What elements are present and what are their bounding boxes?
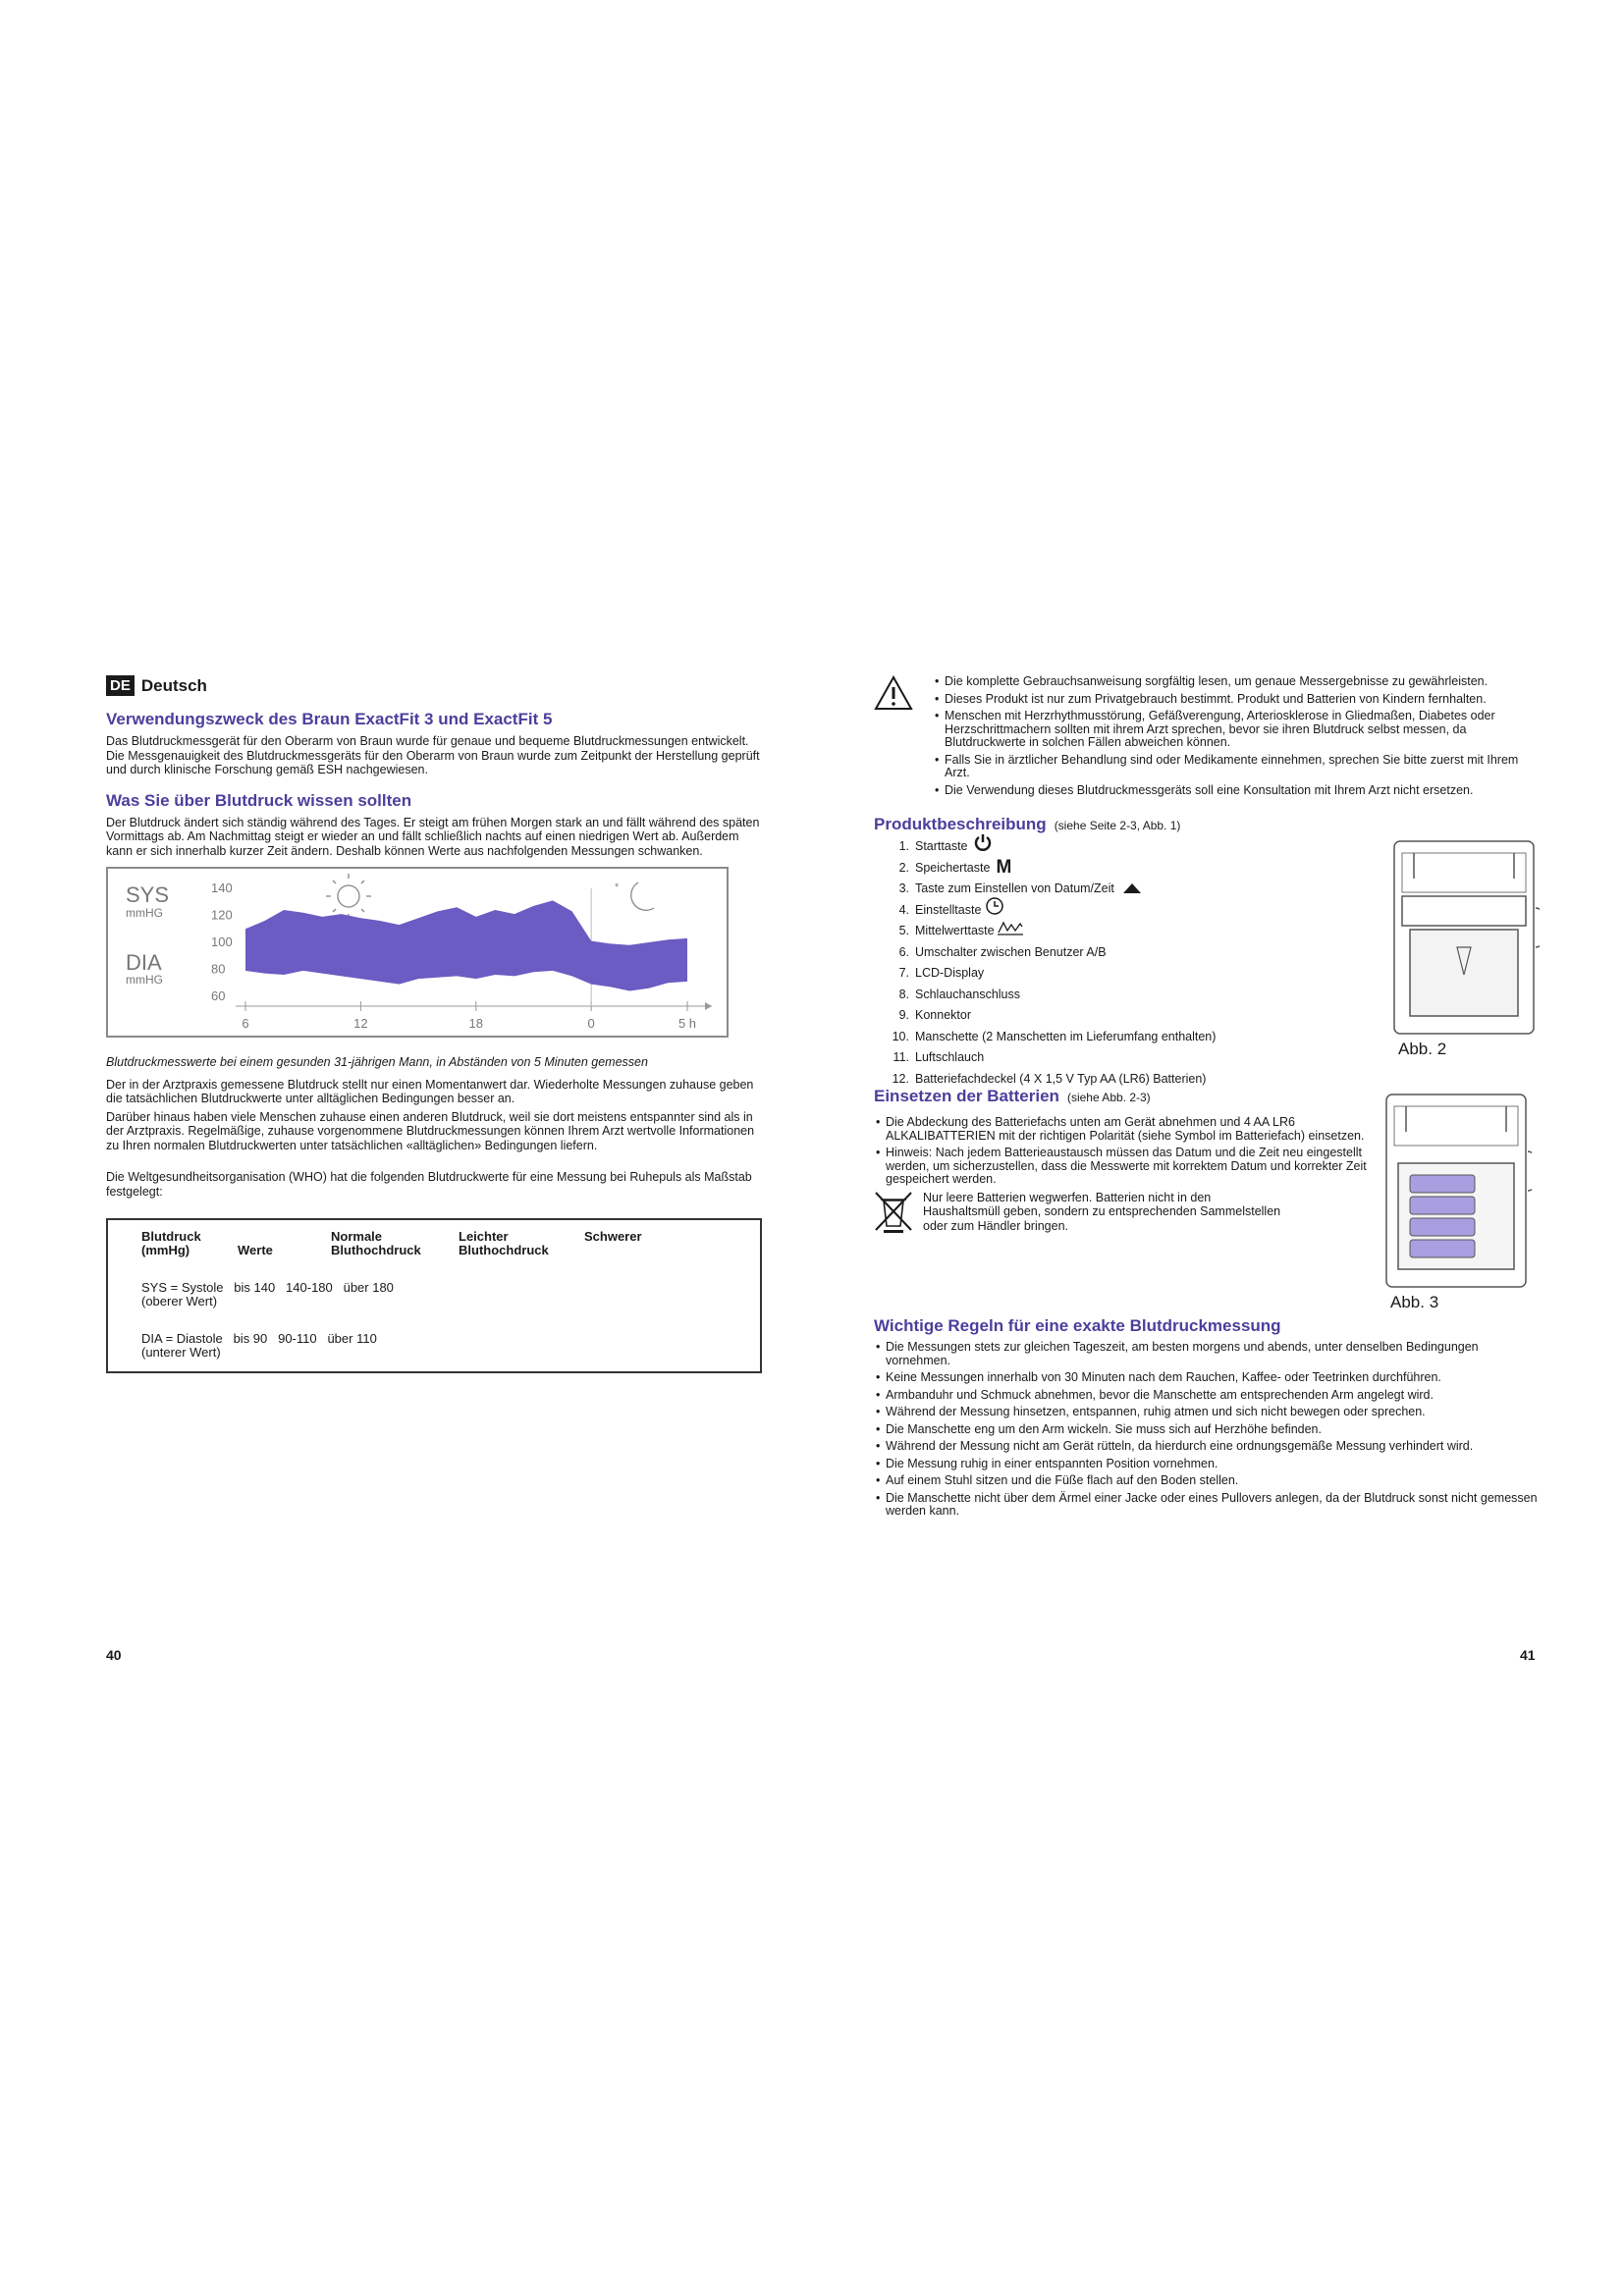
- part-item: [882, 1008, 1392, 1022]
- chart-caption: Blutdruckmesswerte bei einem gesunden 31-jährigen Mann, in Abständen von 5 Minuten gemessen: [106, 1055, 648, 1069]
- chart-svg: [108, 869, 727, 1036]
- part-item: [882, 1050, 1392, 1064]
- figure-2: [1392, 839, 1540, 1093]
- battery-text: [874, 1087, 1375, 1312]
- y-tick-label: 120: [211, 907, 233, 923]
- part-item: [882, 881, 1392, 895]
- fig3-label: Abb. 3: [1390, 1293, 1439, 1311]
- part-item: [882, 856, 1392, 878]
- part-label: LCD-Display: [915, 966, 985, 980]
- triangle-up-icon: [1122, 882, 1142, 894]
- who-table: [106, 1218, 762, 1373]
- who-header-line: Leichter: [459, 1229, 509, 1244]
- part-label: Schlauchanschluss: [915, 987, 1021, 1001]
- heading-about-blood-pressure: Was Sie über Blutdruck wissen sollten: [106, 790, 412, 810]
- x-tick-label: 0: [587, 1016, 595, 1031]
- battery-compartment-illustration: [1384, 1093, 1532, 1289]
- part-number: 11.: [893, 1050, 909, 1064]
- y-tick-label: 100: [211, 934, 233, 949]
- who-header-line: (mmHg): [141, 1243, 190, 1257]
- part-label: Batteriefachdeckel (4 X 1,5 V Typ AA (LR6) Batterien): [915, 1071, 1207, 1086]
- part-label: Luftschlauch: [915, 1050, 985, 1064]
- who-dia-values: DIA = Diastole bis 90 90-110 über 110: [141, 1331, 377, 1346]
- who-row-dia: [108, 1332, 760, 1360]
- who-header-line: Schwerer: [584, 1229, 642, 1244]
- heading-product-text: Produktbeschreibung: [874, 815, 1047, 833]
- part-label: Umschalter zwischen Benutzer A/B: [915, 944, 1107, 959]
- figure-3: [1384, 1093, 1532, 1312]
- rule-item: • Die Manschette nicht über dem Ärmel einer Jacke oder eines Pullovers anlegen, da der Blutdruck sonst nicht gemessen werden kann.: [874, 1492, 1542, 1519]
- part-label: Starttaste: [915, 839, 968, 853]
- part-number: 7.: [898, 966, 909, 980]
- sys-label: SYS: [126, 882, 170, 907]
- weee-bin-icon: [874, 1191, 913, 1234]
- part-label: Speichertaste: [915, 860, 991, 875]
- battery-item: • Die Abdeckung des Batteriefachs unten am Gerät abnehmen und 4 AA LR6 ALKALIBATTERIEN mit der richtigen Polarität (siehe Symbol im Batteriefach) einsetzen.: [874, 1116, 1375, 1143]
- rule-item: • Keine Messungen innerhalb von 30 Minuten nach dem Rauchen, Kaffee- oder Teetrinken durchführen.: [874, 1371, 1542, 1385]
- rule-item: • Während der Messung hinsetzen, entspannen, ruhig atmen und sich nicht bewegen oder sprechen.: [874, 1406, 1542, 1419]
- rule-item: • Die Messungen stets zur gleichen Tageszeit, am besten morgens und abends, unter denselben Bedingungen vornehmen.: [874, 1341, 1542, 1367]
- svg-text:*: *: [615, 881, 620, 893]
- who-dia-sub: (unterer Wert): [141, 1345, 221, 1360]
- y-tick-label: 80: [211, 961, 226, 977]
- warning-item: • Die Verwendung dieses Blutdruckmessgeräts soll eine Konsultation mit Ihrem Arzt nicht ersetzen.: [933, 784, 1542, 798]
- y-tick-label: 60: [211, 988, 226, 1003]
- who-header-normal: [331, 1230, 459, 1257]
- part-label: Manschette (2 Manschetten im Lieferumfang enthalten): [915, 1029, 1217, 1043]
- part-item: [882, 945, 1392, 959]
- sun-icon: [326, 874, 371, 919]
- chart-plot-area: [245, 900, 687, 990]
- page-number-left: 40: [106, 1647, 122, 1663]
- part-number: 10.: [892, 1029, 909, 1043]
- part-item: [882, 1030, 1392, 1043]
- product-section: [874, 839, 1542, 1093]
- part-label: Einstelltaste: [915, 902, 982, 917]
- part-item: [882, 924, 1392, 937]
- part-item: [882, 839, 1392, 853]
- part-number: 5.: [898, 924, 909, 937]
- part-label: Taste zum Einstellen von Datum/Zeit: [915, 881, 1114, 895]
- who-header-line: Bluthochdruck: [459, 1243, 549, 1257]
- x-tick-label: 6: [242, 1016, 249, 1031]
- part-number: 6.: [898, 944, 909, 959]
- battery-section: [874, 1087, 1542, 1312]
- who-header-line: Normale: [331, 1229, 383, 1244]
- rule-item: • Die Manschette eng um den Arm wickeln. Sie muss sich auf Herzhöhe befinden.: [874, 1423, 1542, 1437]
- clock-icon: [985, 896, 1004, 916]
- who-row-sys: [108, 1281, 760, 1308]
- dia-unit-label: mmHG: [126, 973, 163, 987]
- who-header-mild: [459, 1230, 584, 1257]
- left-page: [106, 675, 762, 1373]
- page-number-right: 41: [1520, 1647, 1536, 1663]
- paragraph-intended-use: Das Blutdruckmessgerät für den Oberarm von Braun wurde für genaue und bequeme Blutdruckmessungen entwickelt. Die Messgenauigkeit des Blutdruckmessgeräts für den Oberarm von Braun wurde zum Zeitpunkt der Herstellung geprüft und durch klinische Forschung gemäß ESH nachgewiesen.: [106, 734, 760, 776]
- paragraph-doctor-measure: Der in der Arztpraxis gemessene Blutdruck stellt nur einen Momentanwert dar. Wiederholte Messungen zuhause geben die tatsächlichen Blutdruckwerte unter alltäglichen Bedingungen besser an.: [106, 1077, 754, 1105]
- warning-item: • Dieses Produkt ist nur zum Privatgebrauch bestimmt. Produkt und Batterien von Kindern fernhalten.: [933, 693, 1542, 707]
- who-sys-sub: (oberer Wert): [141, 1294, 218, 1308]
- part-item: [882, 988, 1392, 1001]
- heading-batteries-sub: (siehe Abb. 2-3): [1066, 1091, 1151, 1104]
- rule-item: • Während der Messung nicht am Gerät rütteln, da hierdurch eine ordnungsgemäße Messung verhindert wird.: [874, 1440, 1542, 1454]
- disposal-note: [874, 1191, 1375, 1238]
- part-item: [882, 966, 1392, 980]
- language-name: Deutsch: [140, 675, 207, 695]
- heading-product-description: [874, 815, 1542, 834]
- y-tick-label: 140: [211, 881, 233, 895]
- parts-list: [882, 839, 1392, 1093]
- device-bottom-illustration: [1392, 839, 1540, 1036]
- who-header-line: Bluthochdruck: [331, 1243, 421, 1257]
- language-tag: DE: [106, 675, 135, 696]
- part-item: [882, 903, 1392, 917]
- paragraph-home-measure: Darüber hinaus haben viele Menschen zuhause einen anderen Blutdruck, weil sie dort meistens entspannter sind als in der Arztpraxis. Regelmäßige, zuhause vorgenommene Blutdruckmessungen können Ihrem Arzt wertvolle Informationen zu Ihren normalen Blutdruckwerten unter tatsächlichen «alltäglichen» Bedingungen liefern.: [106, 1109, 755, 1152]
- who-header-line: Werte: [238, 1243, 273, 1257]
- warning-item: • Falls Sie in ärztlicher Behandlung sind oder Medikamente einnehmen, sprechen Sie bitte zuerst mit Ihrem Arzt.: [933, 754, 1542, 780]
- power-icon: [974, 833, 992, 851]
- disposal-text: Nur leere Batterien wegwerfen. Batterien nicht in den Haushaltsmüll geben, sondern zu entsprechenden Sammelstellen oder zum Händler bringen.: [923, 1190, 1281, 1233]
- rule-item: • Die Messung ruhig in einer entspannten Position vornehmen.: [874, 1458, 1542, 1471]
- average-wave-icon: [997, 919, 1024, 936]
- x-tick-label: 18: [468, 1016, 484, 1031]
- sys-unit-label: mmHG: [126, 906, 163, 920]
- part-number: 1.: [898, 839, 909, 853]
- who-table-header: [108, 1230, 760, 1257]
- part-number: 12.: [892, 1071, 909, 1086]
- x-tick-label: 12: [353, 1016, 368, 1031]
- rule-item: • Armbanduhr und Schmuck abnehmen, bevor die Manschette am entsprechenden Arm angelegt wird.: [874, 1389, 1542, 1403]
- memory-m-icon: M: [996, 856, 1012, 878]
- warning-item: • Menschen mit Herzrhythmusstörung, Gefäßverengung, Arteriosklerose in Gliedmaßen, Diabetes oder Herzschrittmachern sollten mit ihrem Arzt sprechen, bevor sie ihren Blutdruck selbst messen, da Blutdruckwerte in solchen Fällen abweichen können.: [933, 710, 1542, 750]
- rules-list: [874, 1341, 1542, 1519]
- heading-batteries: [874, 1087, 1375, 1106]
- fig2-label: Abb. 2: [1398, 1040, 1447, 1058]
- paragraph-blood-pressure-changes: Der Blutdruck ändert sich ständig während des Tages. Er steigt am frühen Morgen stark an und fällt während des späten Vormittags ab. Am Nachmittag steigt er wieder an und fällt schließlich nachts auf einen niedrigen Wert ab. Außerdem kann er sich innerhalb kurzer Zeit ändern. Deshalb können Werte aus nachfolgenden Messungen schwanken.: [106, 815, 760, 858]
- x-tick-label: 5 h: [677, 1016, 697, 1031]
- part-number: 3.: [898, 881, 909, 895]
- warning-item: • Die komplette Gebrauchsanweisung sorgfältig lesen, um genaue Messergebnisse zu gewährleisten.: [933, 675, 1542, 689]
- rule-item: • Auf einem Stuhl sitzen und die Füße flach auf den Boden stellen.: [874, 1474, 1542, 1488]
- warning-triangle-icon: [874, 675, 913, 711]
- moon-icon: [615, 881, 654, 910]
- battery-item: • Hinweis: Nach jedem Batterieaustausch müssen das Datum und die Zeit neu eingestellt werden, um sicherzustellen, dass die Messwerte mit korrektem Datum und korrekter Zeit gespeichert werden.: [874, 1147, 1375, 1187]
- language-header: [106, 675, 762, 696]
- who-header-severe: [584, 1230, 692, 1257]
- dia-label: DIA: [126, 950, 162, 975]
- right-page: [874, 675, 1542, 1522]
- paragraph-who: Die Weltgesundheitsorganisation (WHO) hat die folgenden Blutdruckwerte für eine Messung bei Ruhepuls als Maßstab festgelegt:: [106, 1170, 752, 1199]
- warning-section: [874, 675, 1542, 801]
- who-header-values: [238, 1230, 331, 1257]
- part-item: [882, 1072, 1392, 1086]
- part-label: Mittelwerttaste: [915, 924, 995, 937]
- who-header-blood-pressure: [141, 1230, 238, 1257]
- blood-pressure-chart: [106, 867, 729, 1038]
- heading-batteries-text: Einsetzen der Batterien: [874, 1087, 1059, 1105]
- who-sys-values: SYS = Systole bis 140 140-180 über 180: [141, 1280, 394, 1295]
- heading-product-sub: (siehe Seite 2-3, Abb. 1): [1054, 819, 1181, 832]
- battery-list: [874, 1116, 1375, 1187]
- who-header-line: Blutdruck: [141, 1229, 201, 1244]
- x-axis-arrow: [705, 1002, 712, 1010]
- part-number: 9.: [898, 1008, 909, 1022]
- part-number: 4.: [898, 902, 909, 917]
- warning-list: [933, 675, 1542, 801]
- part-number: 8.: [898, 987, 909, 1001]
- heading-intended-use: Verwendungszweck des Braun ExactFit 3 und ExactFit 5: [106, 710, 553, 728]
- part-label: Konnektor: [915, 1008, 971, 1022]
- heading-rules: Wichtige Regeln für eine exakte Blutdruckmessung: [874, 1316, 1281, 1335]
- part-number: 2.: [898, 860, 909, 875]
- blood-pressure-band: [245, 900, 687, 990]
